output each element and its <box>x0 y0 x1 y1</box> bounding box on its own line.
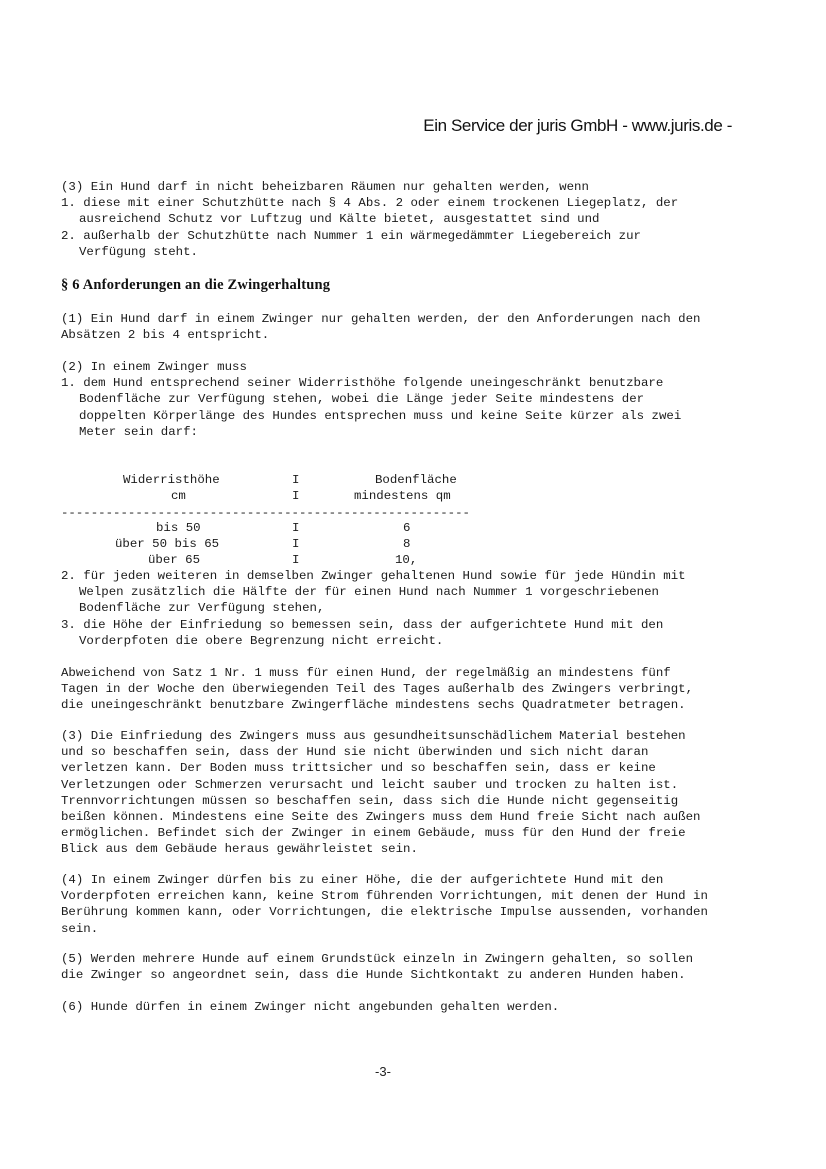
paragraph-line: (3) Die Einfriedung des Zwingers muss aus gesundheitsunschädlichem Material bestehen <box>61 729 686 743</box>
paragraph-line: ermöglichen. Befindet sich der Zwinger in einem Gebäude, muss für den Hund der freie <box>61 826 686 841</box>
paragraph-line: Absätzen 2 bis 4 entspricht. <box>61 328 270 343</box>
table-row-height: bis 50 <box>156 521 201 535</box>
absatz-4 <box>61 872 761 937</box>
table-rule: ------------------------------------------------------- <box>61 506 470 520</box>
table-row-area: 8 <box>403 537 411 551</box>
table-header-height: Widerristhöhe <box>123 473 220 487</box>
paragraph-intro: (2) In einem Zwinger muss <box>61 360 247 374</box>
list-item-1-continued: ausreichend Schutz vor Luftzug und Kälte bietet, ausgestattet sind und <box>79 212 600 227</box>
table-row-area: 10, <box>395 553 418 567</box>
table-row-separator: I <box>292 553 300 567</box>
area-table <box>61 472 761 572</box>
table-header-area-unit: mindestens qm <box>354 489 451 503</box>
absatz-2-exception <box>61 665 761 714</box>
paragraph-line: Vorderpfoten erreichen kann, keine Strom führenden Vorrichtungen, mit denen der Hund in <box>61 889 708 904</box>
juris-service-header: Ein Service der juris GmbH - www.juris.de - <box>423 116 732 135</box>
list-item-1-continued: Bodenfläche zur Verfügung stehen, wobei die Länge jeder Seite mindestens der <box>79 392 645 407</box>
paragraph-line: (6) Hunde dürfen in einem Zwinger nicht angebunden gehalten werden. <box>61 1000 560 1014</box>
list-item-2-continued: Verfügung steht. <box>79 244 198 259</box>
paragraph-line: die Zwinger so angeordnet sein, dass die Hunde Sichtkontakt zu anderen Hunden haben. <box>61 968 686 983</box>
paragraph-line: sein. <box>61 921 99 936</box>
paragraph-line: Tagen in der Woche den überwiegenden Teil des Tages außerhalb des Zwingers verbringt, <box>61 682 694 697</box>
paragraph-line: Abweichend von Satz 1 Nr. 1 muss für einen Hund, der regelmäßig an mindestens fünf <box>61 666 671 680</box>
paragraph-line: Verletzungen oder Schmerzen verursacht und leicht sauber und trocken zu halten ist. <box>61 777 679 792</box>
list-item-2: 2. außerhalb der Schutzhütte nach Nummer 1 ein wärmegedämmter Liegebereich zur <box>61 228 641 243</box>
paragraph-line: (4) In einem Zwinger dürfen bis zu einer Höhe, die der aufgerichtete Hund mit den <box>61 873 664 887</box>
paragraph-line: Blick aus dem Gebäude heraus gewährleistet sein. <box>61 842 418 857</box>
table-header-separator: I <box>292 489 300 503</box>
absatz-2-items <box>61 568 761 649</box>
paragraph-line: verletzen kann. Der Boden muss trittsicher und so beschaffen sein, dass er keine <box>61 761 656 776</box>
paragraph-line: (1) Ein Hund darf in einem Zwinger nur gehalten werden, der den Anforderungen nach den <box>61 312 701 326</box>
list-item-1: 1. diese mit einer Schutzhütte nach § 4 Abs. 2 oder einem trockenen Liegeplatz, der <box>61 196 679 211</box>
paragraph-line: die uneingeschränkt benutzbare Zwingerfläche mindestens sechs Quadratmeter betragen. <box>61 698 686 713</box>
absatz-3 <box>61 728 761 858</box>
paragraph-line: und so beschaffen sein, dass der Hund sie nicht überwinden und sich nicht daran <box>61 745 649 760</box>
table-row-separator: I <box>292 537 300 551</box>
paragraph-line: Berührung kommen kann, oder Vorrichtungen, die elektrische Impulse aussenden, vorhanden <box>61 905 708 920</box>
previous-paragraph-3 <box>61 179 761 260</box>
paragraph-line: (5) Werden mehrere Hunde auf einem Grundstück einzeln in Zwingern gehalten, so sollen <box>61 952 694 966</box>
absatz-1 <box>61 311 761 343</box>
table-header-height-unit: cm <box>171 489 186 503</box>
list-item-3: 3. die Höhe der Einfriedung so bemessen sein, dass der aufgerichtete Hund mit den <box>61 617 664 632</box>
table-row-area: 6 <box>403 521 411 535</box>
table-row-height: über 65 <box>148 553 201 567</box>
list-item-2-continued: Bodenfläche zur Verfügung stehen, <box>79 601 325 616</box>
paragraph-intro: (3) Ein Hund darf in nicht beheizbaren Räumen nur gehalten werden, wenn <box>61 180 589 194</box>
list-item-1-continued: Meter sein darf: <box>79 424 198 439</box>
table-row-separator: I <box>292 521 300 535</box>
absatz-6 <box>61 999 761 1015</box>
list-item-2-continued: Welpen zusätzlich die Hälfte der für einen Hund nach Nummer 1 vorgeschriebenen <box>79 585 659 600</box>
table-header-area: Bodenfläche <box>375 473 457 487</box>
list-item-2: 2. für jeden weiteren in demselben Zwinger gehaltenen Hund sowie für jede Hündin mit <box>61 569 686 583</box>
list-item-1-continued: doppelten Körperlänge des Hundes entsprechen muss und keine Seite kürzer als zwei <box>79 408 682 423</box>
list-item-1: 1. dem Hund entsprechend seiner Widerristhöhe folgende uneingeschränkt benutzbare <box>61 376 664 391</box>
section-heading: § 6 Anforderungen an die Zwingerhaltung <box>61 277 331 293</box>
paragraph-line: beißen können. Mindestens eine Seite des Zwingers muss dem Hund freie Sicht nach außen <box>61 809 701 824</box>
table-row-height: über 50 bis 65 <box>115 537 220 551</box>
list-item-3-continued: Vorderpfoten die obere Begrenzung nicht erreicht. <box>79 633 444 648</box>
paragraph-line: Trennvorrichtungen müssen so beschaffen sein, dass sich die Hunde nicht gegenseitig <box>61 793 679 808</box>
table-header-separator: I <box>292 473 300 487</box>
absatz-2-intro <box>61 359 761 440</box>
absatz-5 <box>61 951 761 983</box>
page-number: -3- <box>375 1064 391 1079</box>
